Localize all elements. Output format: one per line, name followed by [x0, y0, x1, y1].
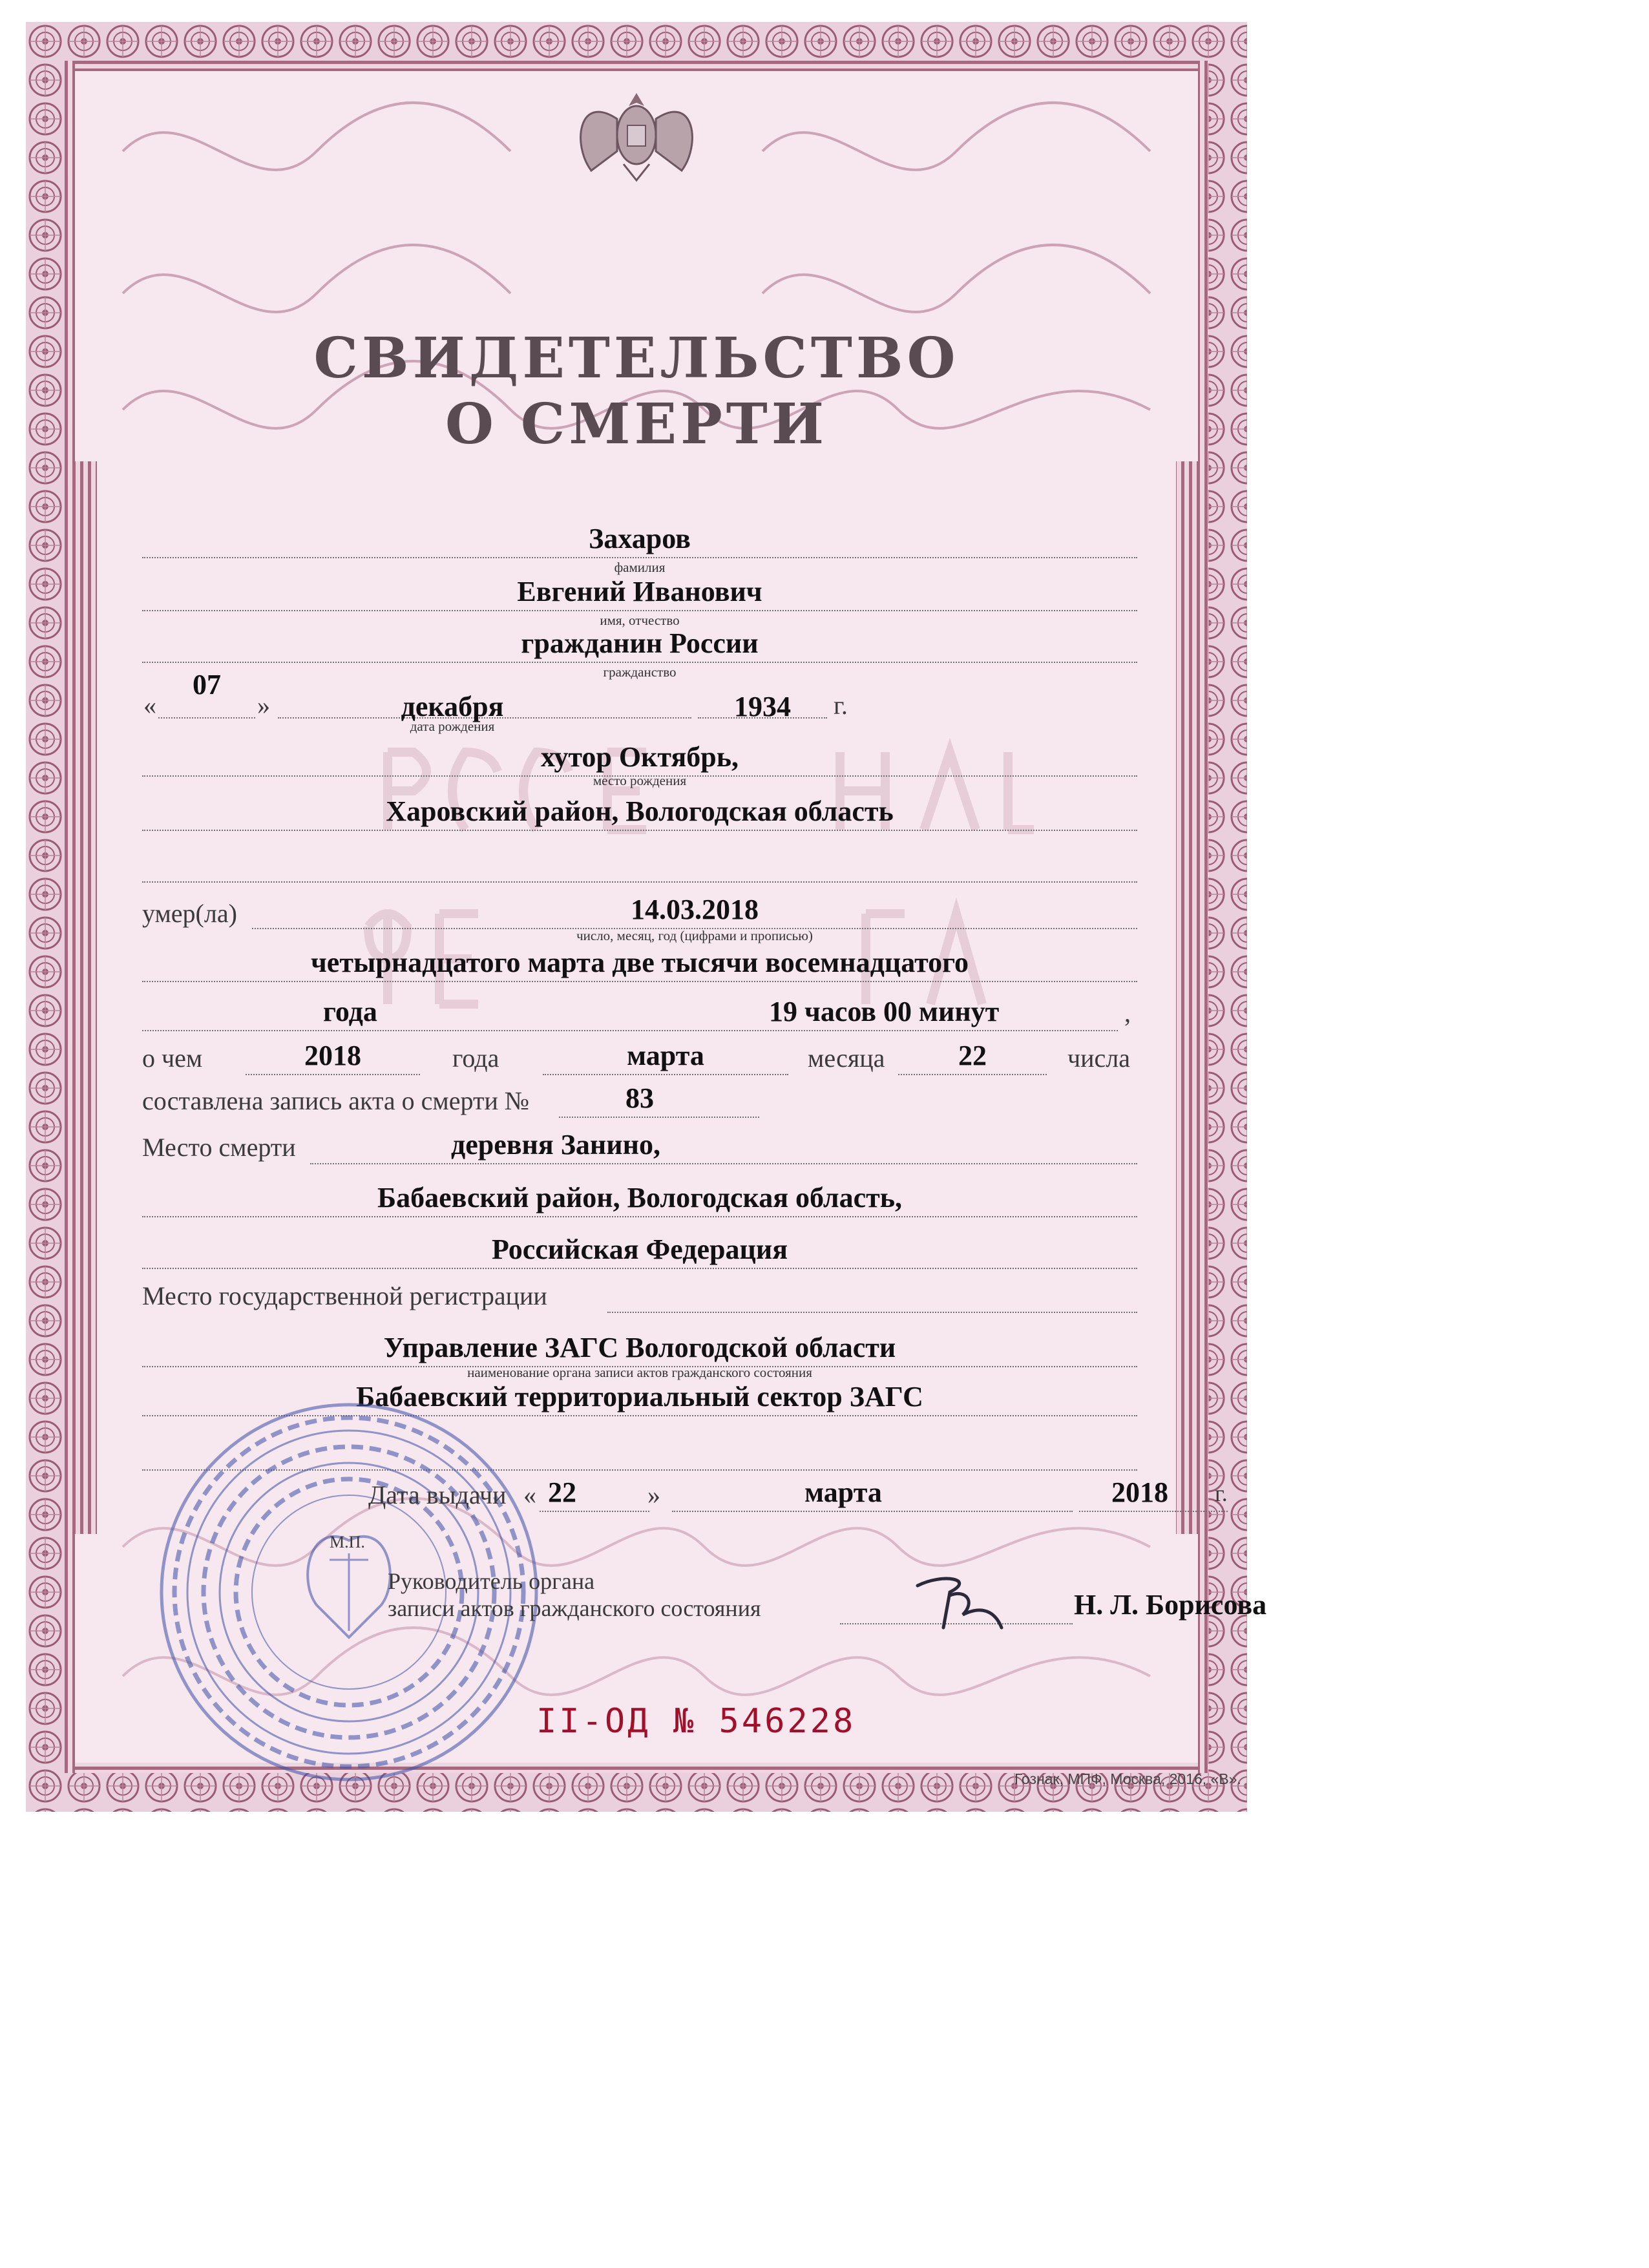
death-date-value: 14.03.2018 [631, 894, 759, 925]
death-date-words-line [142, 981, 1137, 982]
record-about-label: о чем [142, 1044, 203, 1073]
surname-value: Захаров [589, 523, 691, 554]
birth-place-value-2: Харовский район, Вологодская область [386, 795, 894, 827]
citizenship-caption: гражданство [603, 664, 677, 680]
printer-note: Гознак, МПФ, Москва, 2016, «В». [1014, 1770, 1241, 1787]
birth-quote-open: « [143, 691, 156, 720]
death-place-value-2: Бабаевский район, Вологодская область, [377, 1182, 903, 1213]
issue-quote-open: « [523, 1480, 536, 1509]
surname-caption: фамилия [614, 560, 666, 575]
registration-place-label: Место государственной регистрации [142, 1281, 547, 1310]
birth-year-suffix: г. [834, 691, 848, 720]
record-year-line [246, 1074, 420, 1075]
record-number-value: 83 [625, 1082, 654, 1114]
birth-quote-close: » [257, 691, 270, 720]
birth-place-line-2 [142, 830, 1137, 831]
registry-office-value-2: Бабаевский территориальный сектор ЗАГС [356, 1381, 923, 1412]
issue-date-label: Дата выдачи [368, 1480, 507, 1509]
death-date-caption: число, месяц, год (цифрами и прописью) [576, 928, 813, 943]
death-place-value-1: деревня Занино, [451, 1129, 660, 1160]
record-day-line [898, 1074, 1047, 1075]
record-number-line [559, 1117, 759, 1118]
death-year-word: года [323, 996, 377, 1027]
registry-office-caption: наименование органа записи актов гражданского состояния [467, 1365, 812, 1380]
death-time-comma: , [1124, 998, 1131, 1027]
serial-number: II-ОД № 546228 [536, 1702, 856, 1741]
record-day-label: числа [1067, 1044, 1130, 1073]
registry-office-value-1: Управление ЗАГС Вологодской области [383, 1332, 896, 1363]
birth-place-caption: место рождения [593, 773, 687, 788]
birth-place-value-1: хутор Октябрь, [541, 741, 739, 773]
record-year-label: года [452, 1044, 499, 1073]
signature-mark [905, 1566, 1021, 1637]
birth-date-caption: дата рождения [410, 719, 495, 734]
birth-year-value: 1934 [734, 691, 791, 722]
issue-day-value: 22 [548, 1476, 576, 1508]
given-names-caption: имя, отчество [600, 613, 680, 628]
issue-month-value: марта [804, 1476, 882, 1508]
birth-month-value: декабря [401, 691, 504, 722]
issue-year-line [1079, 1511, 1228, 1512]
coat-of-arms-emblem [581, 93, 693, 180]
head-label-line-2: записи актов гражданского состояния [388, 1595, 761, 1621]
death-time-line [142, 1030, 1118, 1031]
birth-day-line [158, 717, 255, 719]
blank-line-1 [142, 881, 1137, 883]
death-date-words-value: четырнадцатого марта две тысячи восемнадцатого [310, 947, 969, 978]
issue-day-line [540, 1511, 649, 1512]
registration-place-line [607, 1312, 1137, 1313]
death-time-value: 19 часов 00 минут [769, 996, 1000, 1027]
certificate-sheet [26, 22, 1267, 1812]
record-month-line [543, 1074, 788, 1075]
issue-month-line [672, 1511, 1073, 1512]
death-place-line-1 [310, 1163, 1137, 1164]
issue-quote-close: » [647, 1480, 660, 1509]
citizenship-line [142, 662, 1137, 663]
given-names-value: Евгений Иванович [517, 576, 762, 607]
head-name-value: Н. Л. Борисова [1074, 1589, 1267, 1621]
document-title-line-1: СВИДЕТЕЛЬСТВО [313, 326, 960, 391]
document-title-line-2: О СМЕРТИ [445, 392, 828, 457]
issue-year-suffix: г. [1215, 1480, 1228, 1506]
citizenship-value: гражданин России [521, 627, 759, 659]
record-number-label: составлена запись акта о смерти № [142, 1086, 530, 1115]
death-place-value-3: Российская Федерация [491, 1234, 788, 1265]
record-day-value: 22 [958, 1040, 987, 1071]
died-label: умер(ла) [142, 899, 237, 928]
issue-year-value: 2018 [1111, 1476, 1168, 1508]
death-place-line-3 [142, 1268, 1137, 1269]
birth-day-value: 07 [193, 669, 221, 700]
record-month-label: месяца [808, 1044, 885, 1073]
death-place-line-2 [142, 1216, 1137, 1217]
given-names-line [142, 610, 1137, 611]
record-month-value: марта [627, 1040, 704, 1071]
death-place-label: Место смерти [142, 1133, 296, 1162]
record-year-value: 2018 [304, 1040, 361, 1071]
seal-place-label: М.П. [330, 1533, 365, 1551]
surname-line [142, 557, 1137, 558]
head-label-line-1: Руководитель органа [388, 1568, 595, 1594]
